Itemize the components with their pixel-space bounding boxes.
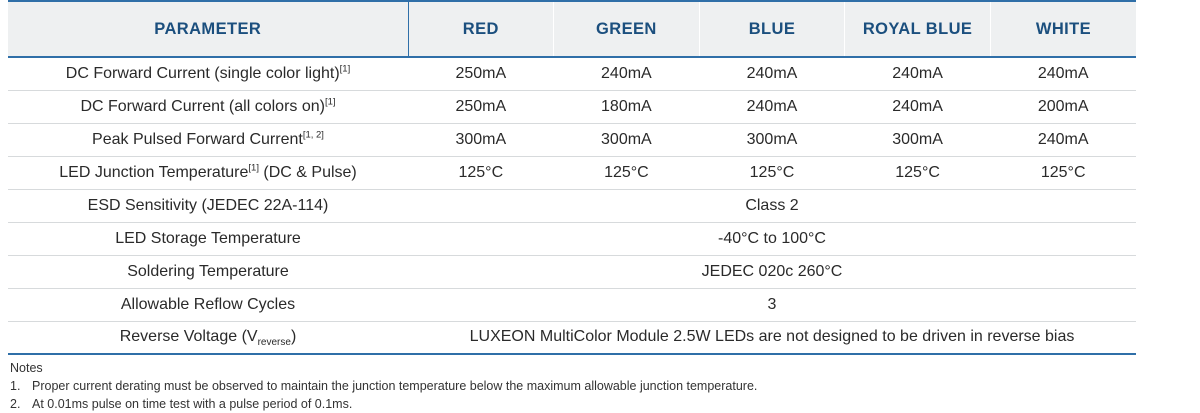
column-header-green: GREEN [554,1,700,57]
table-header [8,1,1136,57]
cell-green: 240mA [554,57,700,90]
cell-white: 240mA [990,57,1136,90]
parameter-suffix: (DC & Pulse) [258,163,357,181]
note-text: Proper current derating must be observed to maintain the junction temperature below the maximum allowable junction temperature. [32,379,758,394]
column-header-red: RED [408,1,554,57]
note-item [10,377,1190,395]
absolute-maximum-ratings-table [8,0,1136,355]
cell-royal-blue: 240mA [845,90,991,123]
cell-royal-blue: 300mA [845,123,991,156]
note-text: At 0.01ms pulse on time test with a pulse period of 0.1ms. [32,397,353,412]
row-parameter-label [8,156,408,189]
cell-white: 125°C [990,156,1136,189]
row-parameter-label [8,90,408,123]
parameter-text: Peak Pulsed Forward Current [92,130,303,148]
row-parameter-label [8,123,408,156]
table-row [8,123,1136,156]
table-row [8,156,1136,189]
table-body [8,57,1136,354]
note-number: 1. [10,379,21,394]
cell-all-colors: -40°C to 100°C [408,222,1136,255]
notes-title: Notes [10,361,43,375]
parameter-text: DC Forward Current (single color light) [65,64,340,82]
parameter-subscript: reverse [257,337,291,349]
parameter-suffix: ) [290,328,297,346]
cell-green: 180mA [554,90,700,123]
row-parameter-label: Soldering Temperature [8,255,408,288]
table-row [8,222,1136,255]
cell-blue: 240mA [699,57,845,90]
table-row [8,321,1136,354]
cell-green: 125°C [554,156,700,189]
column-header-white: WHITE [990,1,1136,57]
footnote-marker: [1] [248,162,259,174]
table-row [8,255,1136,288]
column-header-parameter: PARAMETER [8,1,408,57]
row-parameter-label: Allowable Reflow Cycles [8,288,408,321]
column-header-blue: BLUE [699,1,845,57]
cell-royal-blue: 125°C [845,156,991,189]
cell-blue: 300mA [699,123,845,156]
cell-green: 300mA [554,123,700,156]
cell-red: 300mA [408,123,554,156]
table-row [8,189,1136,222]
row-parameter-label: ESD Sensitivity (JEDEC 22A-114) [8,189,408,222]
parameter-text: LED Junction Temperature [59,163,249,181]
cell-all-colors: LUXEON MultiColor Module 2.5W LEDs are not designed to be driven in reverse bias [408,321,1136,354]
cell-all-colors: 3 [408,288,1136,321]
table-row [8,90,1136,123]
cell-white: 240mA [990,123,1136,156]
notes-section [10,359,1190,413]
cell-white: 200mA [990,90,1136,123]
note-number: 2. [10,397,21,412]
table-row [8,57,1136,90]
table-row [8,288,1136,321]
cell-blue: 240mA [699,90,845,123]
cell-red: 250mA [408,57,554,90]
note-item [10,395,1190,413]
cell-all-colors: JEDEC 020c 260°C [408,255,1136,288]
row-parameter-label: LED Storage Temperature [8,222,408,255]
cell-red: 125°C [408,156,554,189]
parameter-text: DC Forward Current (all colors on) [80,97,325,115]
table-header-row [8,1,1136,57]
column-header-royal-blue: ROYAL BLUE [845,1,991,57]
cell-red: 250mA [408,90,554,123]
footnote-marker: [1] [339,63,351,75]
footnote-marker: [1] [324,96,336,108]
cell-all-colors: Class 2 [408,189,1136,222]
footnote-marker: [1, 2] [302,129,324,141]
row-parameter-label [8,321,408,354]
cell-royal-blue: 240mA [845,57,991,90]
parameter-text: Reverse Voltage (V [119,328,258,346]
cell-blue: 125°C [699,156,845,189]
row-parameter-label [8,57,408,90]
